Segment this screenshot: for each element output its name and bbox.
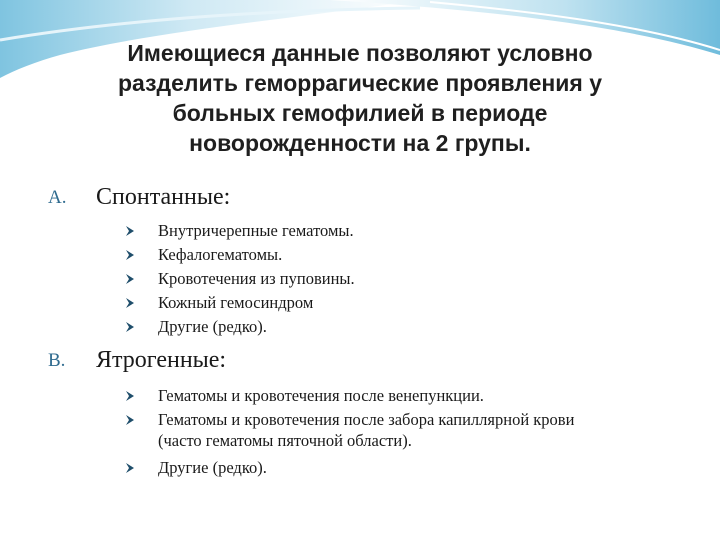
section-iatrogenic — [48, 347, 688, 481]
section-title: Спонтанные: — [96, 184, 231, 210]
list-item — [48, 292, 608, 313]
arrowhead-bullet-icon — [123, 320, 137, 334]
list-item — [48, 457, 608, 478]
arrowhead-bullet-icon — [123, 248, 137, 262]
arrowhead-bullet-icon — [123, 389, 137, 403]
arrowhead-bullet-icon — [123, 224, 137, 238]
list-item — [48, 409, 608, 451]
item-text: Другие (редко). — [158, 317, 267, 336]
arrowhead-bullet-icon — [123, 413, 137, 427]
item-text: Кожный гемосиндром — [158, 293, 314, 312]
section-letter: A. — [48, 187, 67, 208]
section-letter: B. — [48, 350, 66, 371]
title-line: разделить геморрагические проявления у — [117, 70, 603, 96]
title-line: больных гемофилией в периоде — [172, 100, 548, 126]
item-text: Другие (редко). — [158, 458, 267, 477]
section-heading — [48, 347, 688, 380]
list-item — [48, 220, 608, 241]
item-text: Внутричерепные гематомы. — [158, 221, 354, 240]
list-item — [48, 268, 608, 289]
item-text: Гематомы и кровотечения после забора капиллярной крови (часто гематомы пяточной области). — [158, 410, 575, 450]
item-text: Гематомы и кровотечения после венепункции. — [158, 386, 484, 405]
list-item — [48, 385, 608, 406]
item-text: Кефалогематомы. — [158, 245, 283, 264]
title-line: новорожденности на 2 групы. — [189, 130, 531, 156]
arrowhead-bullet-icon — [123, 461, 137, 475]
item-list — [48, 385, 688, 478]
arrowhead-bullet-icon — [123, 296, 137, 310]
item-list — [48, 220, 688, 337]
list-item — [48, 244, 608, 265]
arrowhead-bullet-icon — [123, 272, 137, 286]
section-title: Ятрогенные: — [96, 347, 227, 373]
section-spontaneous — [48, 184, 688, 340]
item-text: Кровотечения из пуповины. — [158, 269, 355, 288]
section-heading — [48, 184, 688, 217]
list-item — [48, 316, 608, 337]
title-line: Имеющиеся данные позволяют условно — [127, 40, 593, 66]
